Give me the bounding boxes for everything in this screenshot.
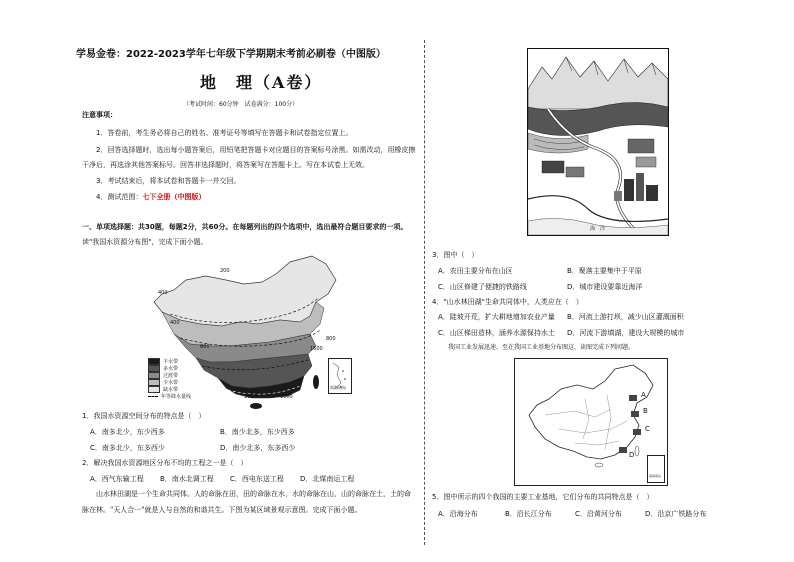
industrial-base-map (514, 358, 668, 486)
q5-option-a[interactable]: A．沿海分布 (438, 510, 478, 518)
passage-line-2: 脉在林。"天人合一"就是人与自然的和谐共生。下图为某区域景观示意图。完成下面小题。 (82, 506, 362, 514)
south-china-sea-inset (647, 455, 665, 483)
q2-option-d[interactable]: D．北煤南运工程 (300, 475, 355, 483)
q4-option-a[interactable]: A．陡坡开荒，扩大耕地增加农业产量 (438, 313, 555, 321)
q2-stem: 2．解决我国水资源地区分布不均的工程之一是（ ） (82, 459, 248, 467)
q5-option-c[interactable]: C．沿黄河分布 (575, 510, 622, 518)
legend-item: 年等降水量线 (148, 393, 191, 400)
industry-intro: 我国工业发展迅速，至在我国工业基地分布图这，读图完成下列问题。 (448, 344, 635, 351)
q4-stem: 4．"山水林田湖"生命共同体中，人类应在（ ） (432, 298, 583, 306)
map-legend (148, 358, 191, 400)
isohyet-label: 800 (200, 344, 210, 350)
isohyet-label: 200 (220, 268, 230, 274)
q5-option-b[interactable]: B．沿长江分布 (505, 510, 552, 518)
legend-item: 少水带 (148, 379, 191, 386)
note-4-label: 4．测试范围： (96, 193, 143, 201)
legend-swatch (148, 358, 160, 365)
q5-option-d[interactable]: D．沿京广铁路分布 (645, 510, 707, 518)
note-2: 2．回答选择题时，选出每小题答案后，用铅笔把答题卡对应题目的答案标号涂黑。如需改动，用橡皮擦 (96, 146, 416, 154)
q4-option-b[interactable]: B．河流上游打坝，减少山区灌溉面积 (567, 313, 684, 321)
q1-option-c[interactable]: C．南多北少，东多西少 (90, 444, 165, 452)
legend-swatch (148, 379, 160, 386)
q2-option-b[interactable]: B．南水北调工程 (160, 475, 214, 483)
inset-label: 南海诸岛 (330, 385, 346, 390)
legend-swatch (148, 372, 160, 379)
q2-option-a[interactable]: A．西气东输工程 (90, 475, 144, 483)
subject-title: 地 理（A卷） (200, 73, 323, 92)
isohyet-label: 400 (158, 290, 168, 296)
q1-stem: 1．我国水资源空间分布的特点是（ ） (82, 412, 206, 420)
legend-swatch (148, 365, 160, 372)
q5-stem: 5．图中所示的四个我国的主要工业基地，它们分布的共同特点是（ ） (432, 493, 654, 501)
section1-intro: 读"我国水资源分布图"，完成下面小题。 (82, 238, 208, 246)
q3-option-c[interactable]: C．山区修建了便捷的铁路线 (438, 283, 527, 291)
q1-option-a[interactable]: A．南多北少，东少西多 (90, 428, 165, 436)
q3-option-d[interactable]: D．城市建设要靠近海洋 (567, 283, 643, 291)
notes-heading: 注意事项： (82, 111, 117, 119)
legend-item: 丰水带 (148, 358, 191, 365)
inset-label: 南海诸岛 (649, 474, 662, 478)
isohyet-label: 800 (326, 336, 336, 342)
q4-option-d[interactable]: D．河流下游填湖，建设大规模的城市 (567, 329, 685, 337)
section1-heading: 一、单项选择题：共30题，每题2分，共60分。在每题列出的四个选项中，选出最符合题目要求的一项。 (82, 223, 408, 231)
q4-option-c[interactable]: C．山区梯田造林，涵养水源保持水土 (438, 329, 555, 337)
note-3: 3．考试结束后，将本试卷和答题卡一并交回。 (96, 177, 241, 185)
test-scope: 七下全册（中图版） (142, 193, 206, 201)
base-marker-d: D (629, 451, 635, 459)
water-resources-map (140, 250, 360, 410)
legend-item: 过渡带 (148, 372, 191, 379)
legend-swatch (148, 386, 160, 393)
isohyet-label: 1600 (244, 394, 257, 400)
landscape-illustration (527, 48, 669, 236)
q3-option-a[interactable]: A．农田主要分布在山区 (438, 267, 513, 275)
base-marker-a: A (641, 391, 646, 399)
passage-line-1: 山水林田湖是一个生命共同体。人的命脉在田，田的命脉在水，水的命脉在山，山的命脉在土，土的命 (96, 490, 411, 498)
legend-item: 缺水带 (148, 386, 191, 393)
sea-label: 海 洋 (590, 226, 606, 232)
isohyet-label: 1600 (280, 394, 293, 400)
q2-option-c[interactable]: C．西电东送工程 (230, 475, 284, 483)
exam-title: 学易金卷：2022-2023学年七年级下学期期末考前必刷卷（中图版） (76, 49, 386, 60)
q3-option-b[interactable]: B．聚落主要集中于平原 (567, 267, 642, 275)
legend-line-sample (148, 396, 158, 397)
fold-line (424, 40, 425, 545)
q3-stem: 3．图中（ ） (432, 251, 479, 259)
q1-option-d[interactable]: D．南少北多，东多西少 (220, 444, 296, 452)
exam-info: （考试时间：60分钟 试卷满分：100分） (183, 101, 299, 108)
isohyet-label: 1600 (310, 346, 323, 352)
legend-item: 多水带 (148, 365, 191, 372)
south-china-sea-inset (328, 358, 352, 394)
q1-option-b[interactable]: B．南少北多，东少西多 (220, 428, 295, 436)
base-marker-c: C (645, 425, 650, 433)
note-1: 1．答卷前，考生务必将自己的姓名、准考证号等填写在答题卡和试卷指定位置上。 (96, 129, 353, 137)
base-marker-b: B (643, 407, 648, 415)
note-2-cont: 干净后，再选涂其他答案标号。回答非选择题时，将答案写在答题卡上。写在本试卷上无效。 (82, 161, 369, 169)
isohyet-label: 400 (170, 320, 180, 326)
note-4 (96, 192, 205, 202)
